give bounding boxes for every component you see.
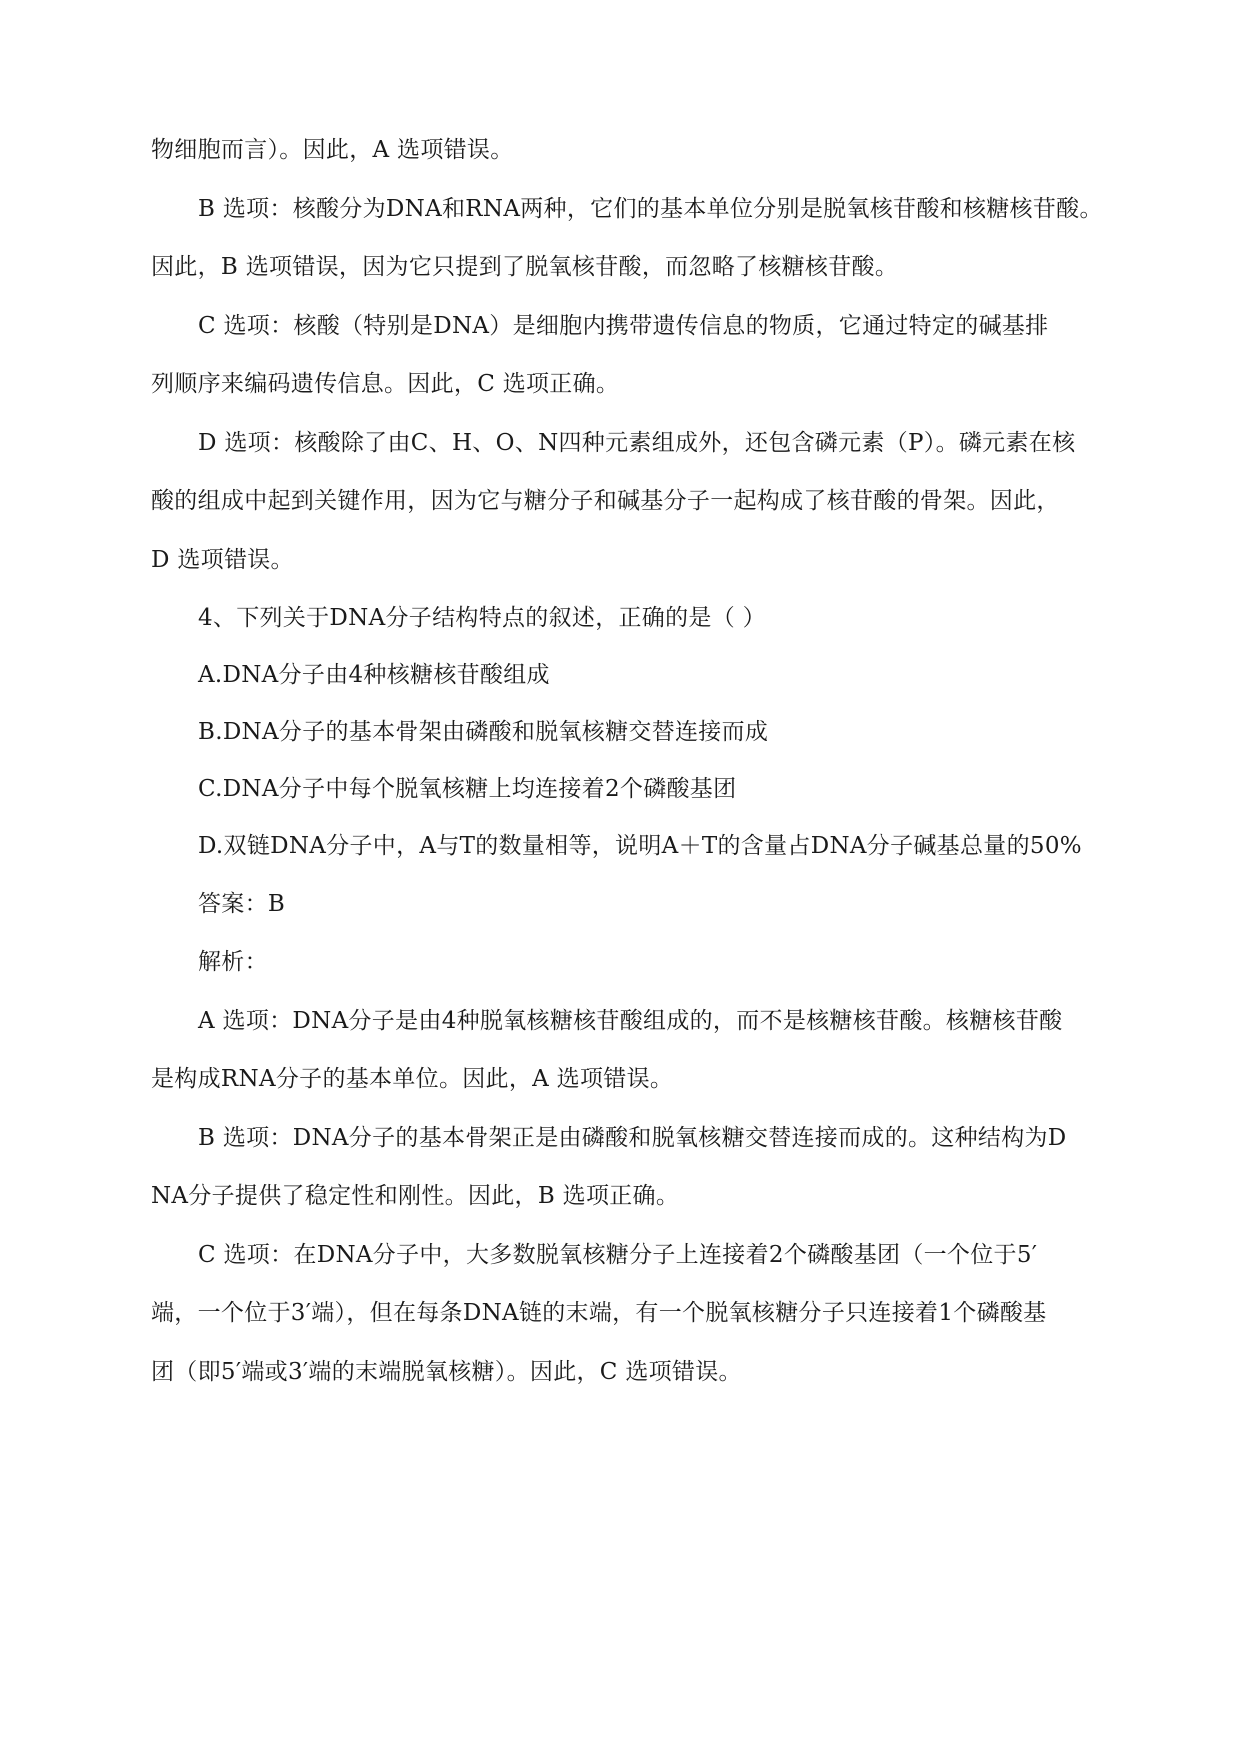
analysis-line: 团（即5′端或3′端的末端脱氧核糖）。因此，C 选项错误。 bbox=[151, 1359, 742, 1385]
paragraph-line: D 选项：核酸除了由C、H、O、N四种元素组成外，还包含磷元素（P）。磷元素在核 bbox=[198, 430, 1076, 456]
analysis-line: B 选项：DNA分子的基本骨架正是由磷酸和脱氧核糖交替连接而成的。这种结构为D bbox=[198, 1125, 1067, 1151]
option-c: C.DNA分子中每个脱氧核糖上均连接着2个磷酸基团 bbox=[198, 776, 737, 802]
paragraph-line: B 选项：核酸分为DNA和RNA两种，它们的基本单位分别是脱氧核苷酸和核糖核苷酸。 bbox=[198, 196, 1103, 222]
analysis-line: 是构成RNA分子的基本单位。因此，A 选项错误。 bbox=[151, 1066, 674, 1092]
paragraph-line: 因此，B 选项错误，因为它只提到了脱氧核苷酸，而忽略了核糖核苷酸。 bbox=[151, 254, 899, 280]
analysis-line: NA分子提供了稳定性和刚性。因此，B 选项正确。 bbox=[151, 1183, 680, 1209]
analysis-line: A 选项：DNA分子是由4种脱氧核糖核苷酸组成的，而不是核糖核苷酸。核糖核苷酸 bbox=[198, 1008, 1063, 1034]
paragraph-line: D 选项错误。 bbox=[151, 547, 294, 573]
paragraph-line: 列顺序来编码遗传信息。因此，C 选项正确。 bbox=[151, 371, 620, 397]
analysis-line: 端，一个位于3′端），但在每条DNA链的末端，有一个脱氧核糖分子只连接着1个磷酸基 bbox=[151, 1300, 1047, 1326]
paragraph-line: 酸的组成中起到关键作用，因为它与糖分子和碱基分子一起构成了核苷酸的骨架。因此， bbox=[151, 488, 1060, 514]
answer-line: 答案：B bbox=[198, 891, 286, 917]
option-b: B.DNA分子的基本骨架由磷酸和脱氧核糖交替连接而成 bbox=[198, 719, 769, 745]
paragraph-line: C 选项：核酸（特别是DNA）是细胞内携带遗传信息的物质，它通过特定的碱基排 bbox=[198, 313, 1049, 339]
analysis-line: C 选项：在DNA分子中，大多数脱氧核糖分子上连接着2个磷酸基团（一个位于5′ bbox=[198, 1242, 1038, 1268]
analysis-label: 解析： bbox=[198, 949, 268, 975]
option-a: A.DNA分子由4种核糖核苷酸组成 bbox=[198, 662, 550, 688]
option-d: D.双链DNA分子中，A与T的数量相等，说明A＋T的含量占DNA分子碱基总量的50% bbox=[198, 833, 1082, 859]
paragraph-line: 物细胞而言）。因此，A 选项错误。 bbox=[151, 137, 514, 163]
question-stem: 4、下列关于DNA分子结构特点的叙述，正确的是（ ） bbox=[198, 605, 766, 631]
